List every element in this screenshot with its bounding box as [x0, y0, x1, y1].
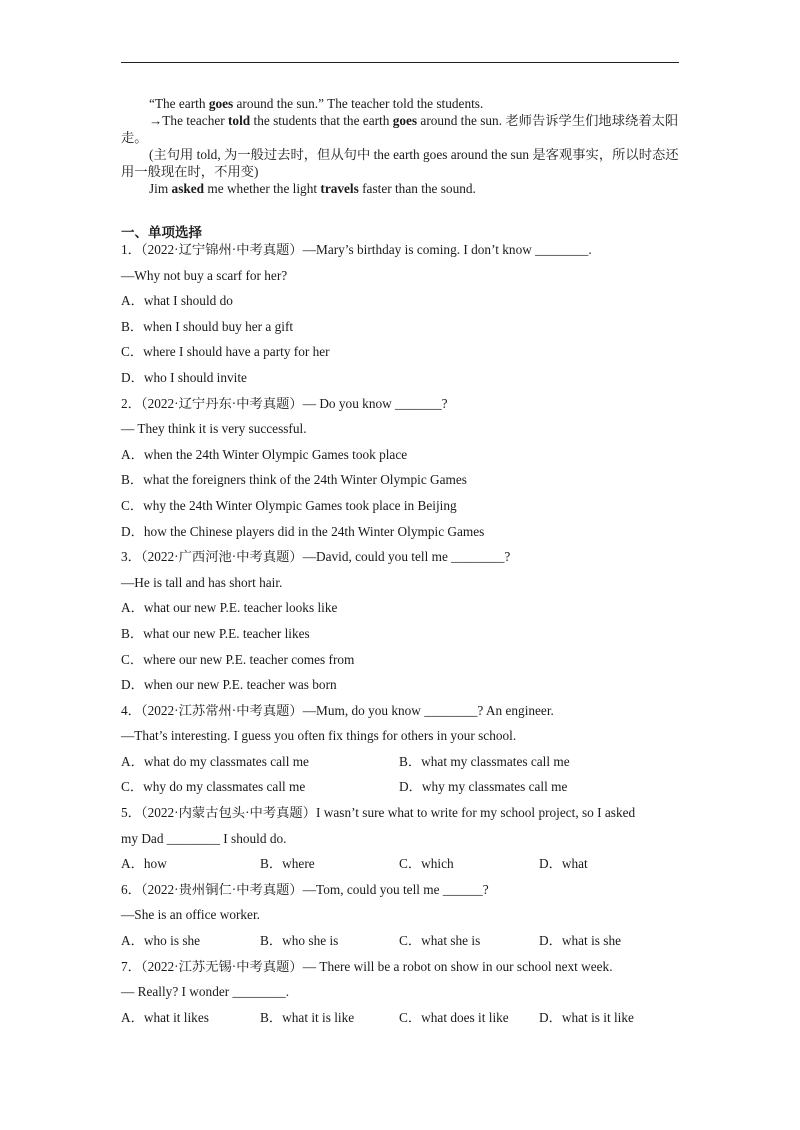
question-4-option-b[interactable]: B．what my classmates call me — [399, 753, 570, 769]
question-1-option-d[interactable]: D．who I should invite — [121, 369, 247, 385]
example-line-4: Jim asked me whether the light travels faster than the sound. — [149, 181, 476, 196]
question-5-option-d[interactable]: D．what — [539, 856, 588, 872]
question-2-option-b[interactable]: B．what the foreigners think of the 24th Winter Olympic Games — [121, 472, 467, 488]
question-5-options — [121, 851, 681, 877]
question-list — [121, 237, 681, 1030]
question-7-stem: 7．（2022·江苏无锡·中考真题）— There will be a robot on show in our school next week. — [121, 958, 613, 974]
question-5-stem: 5．（2022·内蒙古包头·中考真题）I wasn’t sure what to write for my school project, so I asked — [121, 805, 636, 821]
question-2-option-c[interactable]: C．why the 24th Winter Olympic Games took place in Beijing — [121, 497, 457, 513]
question-5-stem-continued: my Dad ________ I should do. — [121, 830, 287, 846]
question-6-option-b[interactable]: B．who she is — [260, 933, 339, 949]
question-2-option-d[interactable]: D．how the Chinese players did in the 24th Winter Olympic Games — [121, 523, 485, 539]
example-line-2: →The teacher told the students that the earth goes around the sun. 老师告诉学生们地球绕着太阳走。 — [121, 113, 679, 145]
question-1-option-a[interactable]: A．what I should do — [121, 293, 233, 309]
question-3-option-b[interactable]: B．what our new P.E. teacher likes — [121, 625, 310, 641]
question-3-option-a[interactable]: A．what our new P.E. teacher looks like — [121, 600, 338, 616]
question-4-option-d[interactable]: D．why my classmates call me — [399, 779, 568, 795]
question-2-reply: — They think it is very successful. — [121, 421, 307, 437]
question-3-option-c[interactable]: C．where our new P.E. teacher comes from — [121, 651, 355, 667]
question-7-option-d[interactable]: D．what is it like — [539, 1009, 634, 1025]
question-7-option-c[interactable]: C．what does it like — [399, 1009, 509, 1025]
question-5-option-a[interactable]: A．how — [121, 856, 167, 872]
question-6-stem: 6．（2022·贵州铜仁·中考真题）—Tom, could you tell me ______? — [121, 881, 489, 897]
question-4-option-c[interactable]: C．why do my classmates call me — [121, 779, 306, 795]
question-3-option-d[interactable]: D．when our new P.E. teacher was born — [121, 677, 337, 693]
question-2-option-a[interactable]: A．when the 24th Winter Olympic Games took place — [121, 446, 408, 462]
question-4-options-row-1 — [121, 749, 681, 775]
grammar-examples — [121, 95, 681, 197]
question-7-reply: — Really? I wonder ________. — [121, 984, 290, 1000]
question-4-options-row-2 — [121, 774, 681, 800]
question-6-reply: —She is an office worker. — [121, 907, 260, 923]
question-3-stem: 3．（2022·广西河池·中考真题）—David, could you tell me ________? — [121, 549, 511, 565]
question-6-option-c[interactable]: C．what she is — [399, 933, 481, 949]
section-title: 一、单项选择 — [121, 225, 202, 241]
question-4-stem: 4．（2022·江苏常州·中考真题）—Mum, do you know ________? An engineer. — [121, 702, 554, 718]
question-5-option-b[interactable]: B．where — [260, 856, 315, 872]
question-6-options — [121, 928, 681, 954]
question-4-reply: —That’s interesting. I guess you often fix things for others in your school. — [121, 728, 517, 744]
question-4-option-a[interactable]: A．what do my classmates call me — [121, 753, 309, 769]
question-1-stem: 1．（2022·辽宁锦州·中考真题）—Mary’s birthday is coming. I don’t know ________. — [121, 242, 592, 257]
question-7-options — [121, 1005, 681, 1031]
example-line-3: (主句用 told, 为一般过去时，但从句中 the earth goes around the sun 是客观事实，所以时态还用一般现在时，不用变) — [121, 147, 679, 179]
question-1-option-c[interactable]: C．where I should have a party for her — [121, 344, 330, 360]
question-2-stem: 2．（2022·辽宁丹东·中考真题）— Do you know _______? — [121, 395, 448, 411]
question-6-option-a[interactable]: A．who is she — [121, 933, 201, 949]
example-line-1: “The earth goes around the sun.” The teacher told the students. — [149, 96, 484, 111]
question-7-option-b[interactable]: B．what it is like — [260, 1009, 355, 1025]
question-5-option-c[interactable]: C．which — [399, 856, 454, 872]
header-rule — [121, 62, 679, 63]
question-3-reply: —He is tall and has short hair. — [121, 574, 283, 590]
question-7-option-a[interactable]: A．what it likes — [121, 1009, 209, 1025]
question-1-option-b[interactable]: B．when I should buy her a gift — [121, 318, 294, 334]
question-1-reply: —Why not buy a scarf for her? — [121, 267, 288, 283]
question-6-option-d[interactable]: D．what is she — [539, 933, 621, 949]
